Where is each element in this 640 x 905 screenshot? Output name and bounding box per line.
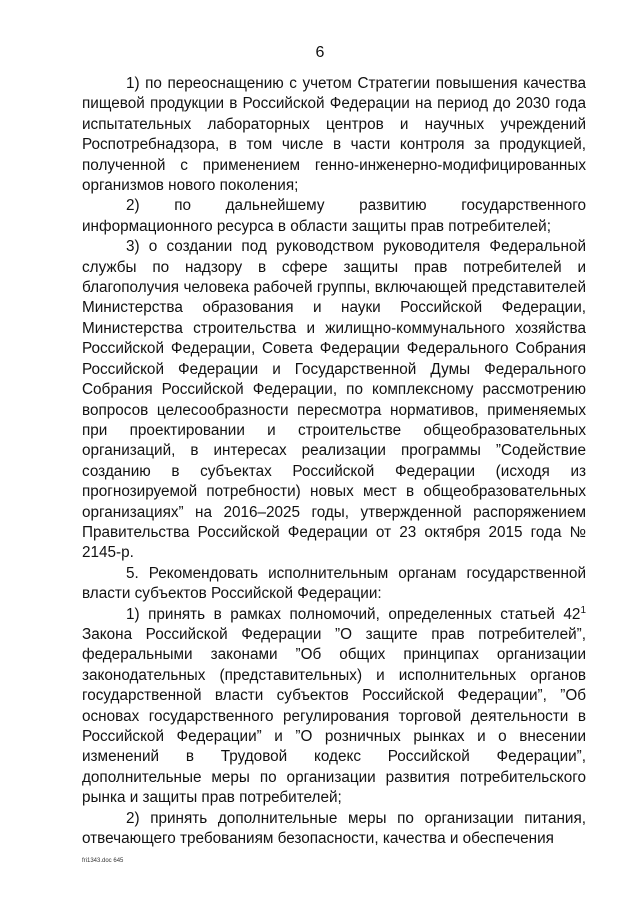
paragraph-section-5-recommendation: 5. Рекомендовать исполнительным органам государственной власти субъектов Российской Федерации: bbox=[82, 564, 586, 603]
paragraph-text-before-sup: 1) принять в рамках полномочий, определенных статьей 42 bbox=[126, 605, 581, 623]
paragraph-item-3-working-group: 3) о создании под руководством руководителя Федеральной службы по надзору в сфере защиты прав потребителей и благополучия человека рабочей группы, включающей представителей Министерства образования и науки Российской Федерации, Министерства строительства и жилищно-коммунального хозяйства Российской Федерации, Совета Федерации Федерального Собрания Российской Федерации и Государственной Думы Федерального Собрания Российской Федерации, по комплексному рассмотрению вопросов целесообразности пересмотра нормативов, применяемых при проектировании и строительстве общеобразовательных организаций, в интересах реализации программы ”Содействие созданию в субъектах Российской Федерации (исходя из прогнозируемой потребности) новых мест в общеобразовательных организациях” на 2016–2025 годы, утвержденной распоряжением Правительства Российской Федерации от 23 октября 2015 года № 2145-р. bbox=[82, 238, 586, 562]
document-body bbox=[82, 74, 586, 849]
paragraph-text-after-sup: Закона Российской Федерации ”О защите прав потребителей”, федеральными законами ”Об общих принципах организации законодательных (представительных) и исполнительных органов государственной власти субъектов Российской Федерации”, ”Об основах государственного регулирования торговой деятельности в Российской Федерации” и ”О розничных рынках и о внесении изменений в Трудовой кодекс Российской Федерации”, дополнительные меры по организации развития потребительского рынка и защиты прав потребителей; bbox=[82, 625, 586, 807]
paragraph-section-5-item-2: 2) принять дополнительные меры по организации питания, отвечающего требованиям безопасности, качества и обеспечения bbox=[82, 809, 586, 848]
page-number: 6 bbox=[315, 44, 325, 61]
paragraph-item-1-reequipment: 1) по переоснащению с учетом Стратегии повышения качества пищевой продукции в Российской Федерации на период до 2030 года испытательных лабораторных центров и научных учреждений Роспотребнадзора, в том числе в части контроля за продукцией, полученной с применением генно-инженерно-модифицированных организмов нового поколения; bbox=[82, 75, 586, 195]
footer-file-code: fri1343.doc 645 bbox=[82, 858, 124, 864]
superscript: 1 bbox=[580, 604, 586, 616]
paragraph-item-2-info-resource: 2) по дальнейшему развитию государственного информационного ресурса в области защиты прав потребителей; bbox=[82, 197, 586, 235]
paragraph-section-5-item-1 bbox=[82, 605, 586, 809]
